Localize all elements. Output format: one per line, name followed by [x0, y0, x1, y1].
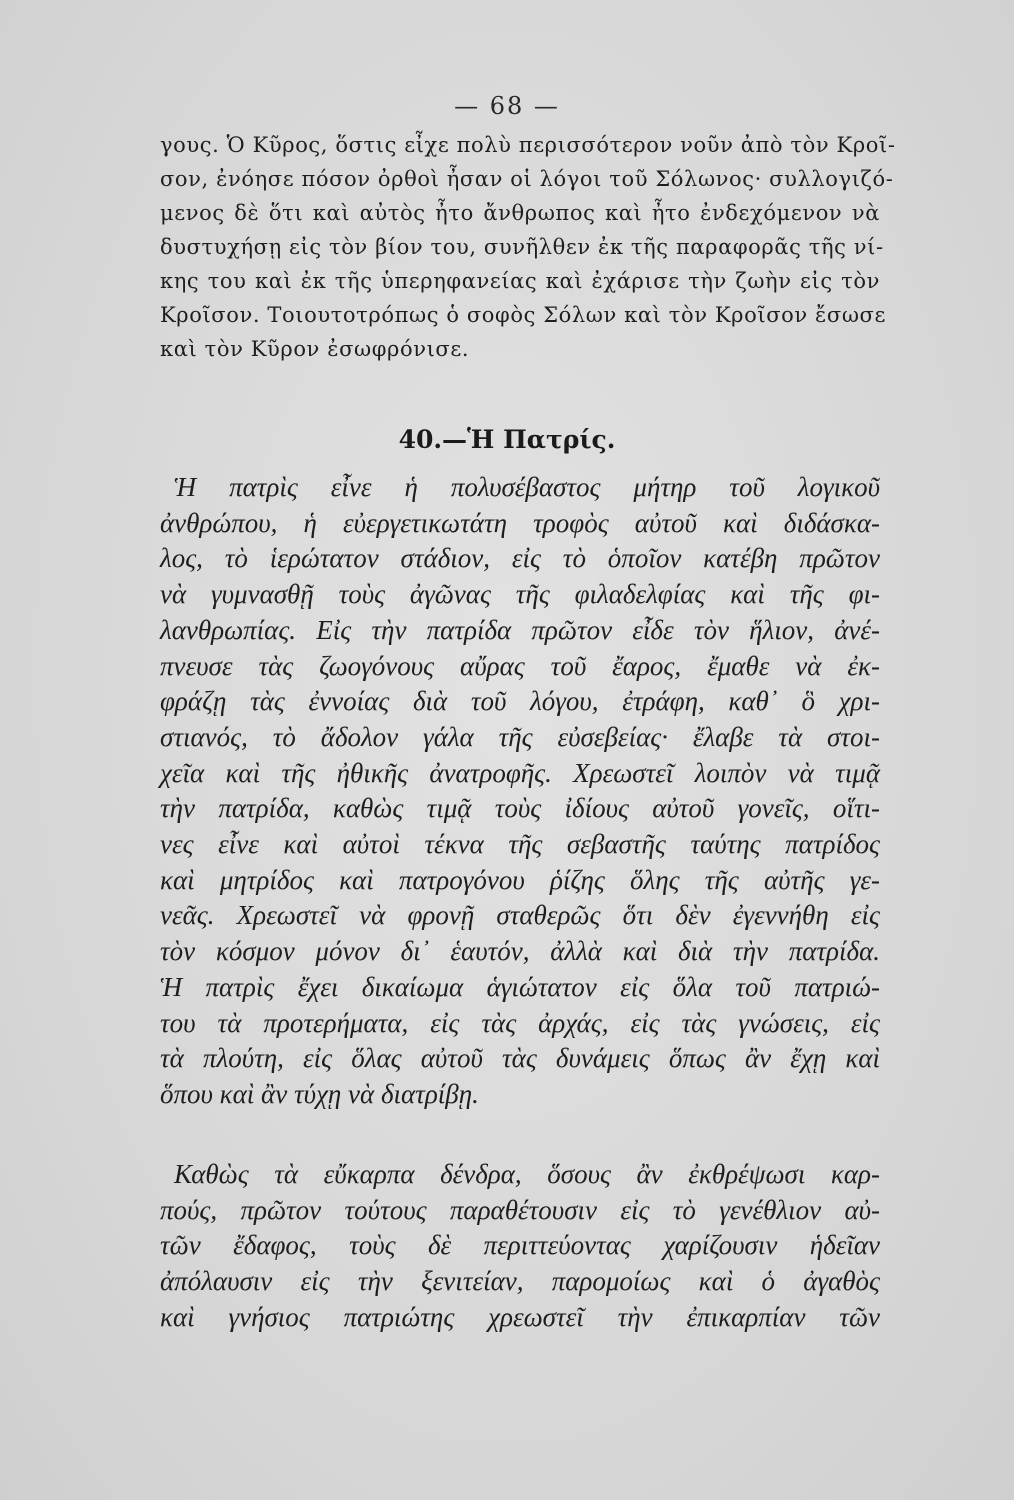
text-line: καὶ γνήσιος πατριώτης χρεωστεῖ τὴν ἐπικαρπίαν τῶν — [160, 1301, 880, 1332]
text-line: τὴν πατρίδα, καθὼς τιμᾷ τοὺς ἰδίους αὐτοῦ γονεῖς, οἵτι- — [160, 793, 880, 824]
text-line: νὰ γυμνασθῇ τοὺς ἀγῶνας τῆς φιλαδελφίας καὶ τῆς φι- — [160, 579, 880, 610]
text-line: λανθρωπίας. Εἰς τὴν πατρίδα πρῶτον εἶδε τὸν ἥλιον, ἀνέ- — [160, 614, 880, 645]
text-line: μενος δὲ ὅτι καὶ αὐτὸς ἦτο ἄνθρωπος καὶ ἦτο ἐνδεχόμενον νὰ — [160, 201, 880, 225]
text-line: λος, τὸ ἱερώτατον στάδιον, εἰς τὸ ὁποῖον κατέβη πρῶτον — [160, 543, 880, 574]
text-line: τὰ πλούτη, εἰς ὅλας αὐτοῦ τὰς δυνάμεις ὅπως ἂν ἔχῃ καὶ — [160, 1043, 880, 1074]
paragraph-fruit-trees — [160, 1157, 880, 1336]
text-line: καὶ μητρίδος καὶ πατρογόνου ῥίζης ὅλης τῆς αὐτῆς γε- — [160, 864, 880, 895]
text-line: Ἡ πατρὶς εἶνε ἡ πολυσέβαστος μήτηρ τοῦ λογικοῦ — [174, 472, 880, 502]
page-number: — 68 — — [454, 92, 560, 120]
text-line: σον, ἐνόησε πόσον ὀρθοὶ ἦσαν οἱ λόγοι τοῦ Σόλωνος· συλλογιζό- — [160, 167, 894, 191]
text-line: ἀνθρώπου, ἡ εὐεργετικωτάτη τροφὸς αὐτοῦ καὶ διδάσκα- — [160, 507, 880, 538]
text-line: νες εἶνε καὶ αὐτοὶ τέκνα τῆς σεβαστῆς ταύτης πατρίδος — [160, 829, 880, 860]
text-line: στιανός, τὸ ἄδολον γάλα τῆς εὐσεβείας· ἔλαβε τὰ στοι- — [160, 721, 880, 752]
text-line: Ἡ πατρὶς ἔχει δικαίωμα ἁγιώτατον εἰς ὅλα τοῦ πατριώ- — [160, 971, 880, 1002]
text-line: χεῖα καὶ τῆς ἠθικῆς ἀνατροφῆς. Χρεωστεῖ λοιπὸν νὰ τιμᾷ — [160, 757, 880, 788]
text-line: πούς, πρῶτον τούτους παραθέτουσιν εἰς τὸ γενέθλιον αὐ- — [160, 1194, 880, 1225]
section-heading: 40.—Ἡ Πατρίς. — [398, 425, 616, 454]
text-line: καὶ τὸν Κῦρον ἐσωφρόνισε. — [160, 337, 470, 361]
text-line: ἀπόλαυσιν εἰς τὴν ξενιτείαν, παρομοίως καὶ ὁ ἀγαθὸς — [160, 1266, 880, 1297]
text-line: τῶν ἔδαφος, τοὺς δὲ περιττεύοντας χαρίζουσιν ἡδεῖαν — [160, 1230, 880, 1261]
text-line: κης του καὶ ἐκ τῆς ὑπερηφανείας καὶ ἐχάρισε τὴν ζωὴν εἰς τὸν — [160, 269, 880, 293]
paragraph-continuation — [160, 128, 896, 366]
text-line: νεᾶς. Χρεωστεῖ νὰ φρονῇ σταθερῶς ὅτι δὲν ἐγεννήθη εἰς — [160, 900, 880, 931]
text-line: ὅπου καὶ ἂν τύχῃ νὰ διατρίβῃ. — [160, 1078, 479, 1109]
text-line: Κροῖσον. Τοιουτοτρόπως ὁ σοφὸς Σόλων καὶ τὸν Κροῖσον ἔσωσε — [160, 303, 886, 327]
text-line: Καθὼς τὰ εὔκαρπα δένδρα, ὅσους ἂν ἐκθρέψωσι καρ- — [174, 1159, 880, 1189]
text-line: τὸν κόσμον μόνον δι᾿ ἑαυτόν, ἀλλὰ καὶ διὰ τὴν πατρίδα. — [160, 936, 880, 967]
paragraph-patris — [160, 470, 880, 1113]
text-line: πνευσε τὰς ζωογόνους αὔρας τοῦ ἔαρος, ἔμαθε νὰ ἐκ- — [160, 650, 880, 681]
text-line: φράζῃ τὰς ἐννοίας διὰ τοῦ λόγου, ἐτράφη, καθ᾿ ὃ χρι- — [160, 686, 880, 717]
text-line: του τὰ προτερήματα, εἰς τὰς ἀρχάς, εἰς τὰς γνώσεις, εἰς — [160, 1007, 880, 1038]
text-line: δυστυχήσῃ εἰς τὸν βίον του, συνῆλθεν ἐκ τῆς παραφορᾶς τῆς νί- — [160, 235, 884, 259]
text-line: γους. Ὁ Κῦρος, ὅστις εἶχε πολὺ περισσότερον νοῦν ἀπὸ τὸν Κροῖ- — [160, 133, 896, 157]
